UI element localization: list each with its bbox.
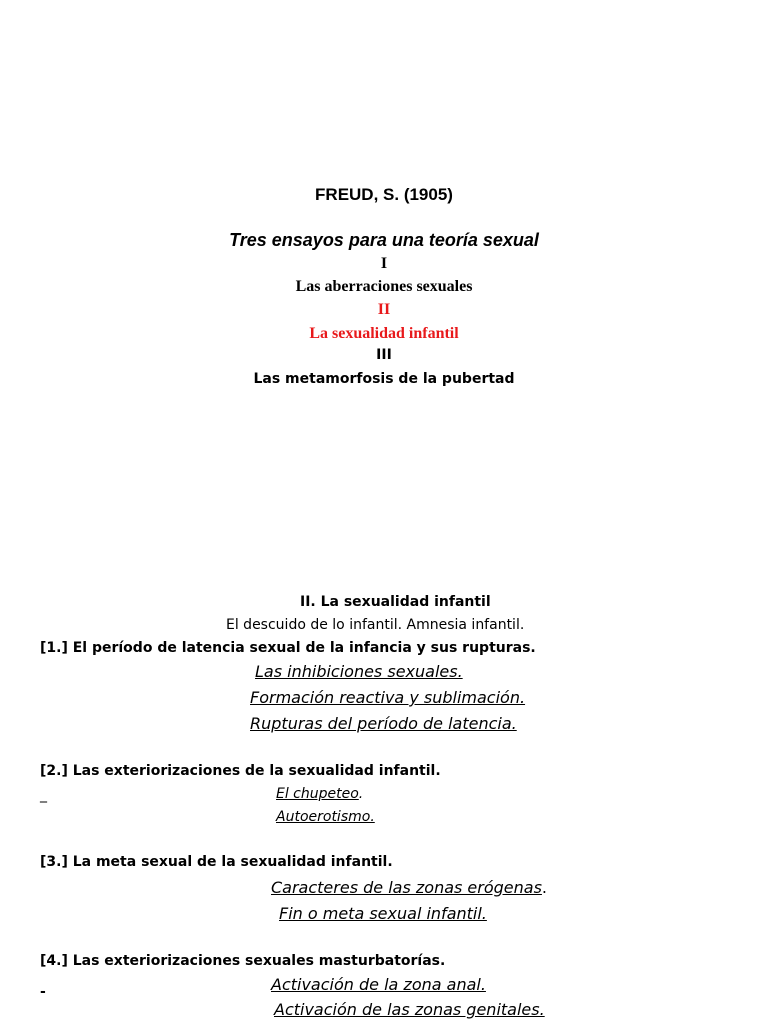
essay-2-number: II — [377, 301, 391, 318]
essay-2-title: La sexualidad infantil — [309, 325, 459, 342]
section-4-marker: - — [40, 984, 46, 1000]
section-4-item-1: Activación de la zona anal. — [271, 975, 486, 994]
book-title: Tres ensayos para una teoría sexual — [229, 230, 539, 250]
essay-3-title: Las metamorfosis de la pubertad — [253, 371, 515, 387]
contents-heading: II. La sexualidad infantil — [300, 594, 491, 610]
section-1-title: [1.] El período de latencia sexual de la infancia y sus rupturas. — [40, 640, 536, 656]
contents-subheading: El descuido de lo infantil. Amnesia infantil. — [226, 617, 525, 633]
section-1-item-1: Las inhibiciones sexuales. — [255, 662, 463, 681]
section-2-item-1-text: El chupeteo — [276, 786, 359, 802]
essay-1-title: Las aberraciones sexuales — [295, 278, 473, 295]
section-4-item-2: Activación de las zonas genitales. — [274, 1000, 545, 1019]
essay-1-number: I — [380, 255, 388, 272]
section-2-item-2: Autoerotismo. — [276, 809, 375, 825]
section-3-item-1-suffix: . — [541, 878, 548, 897]
section-1-item-2: Formación reactiva y sublimación. — [250, 688, 526, 707]
author-line: FREUD, S. (1905) — [315, 185, 453, 204]
section-4-title: [4.] Las exteriorizaciones sexuales masturbatorías. — [40, 953, 446, 969]
section-3-title: [3.] La meta sexual de la sexualidad infantil. — [40, 854, 393, 870]
section-3-item-1-text: Caracteres de las zonas erógenas — [271, 878, 542, 897]
section-2-item-1 — [276, 786, 363, 802]
essay-3-number: III — [376, 347, 392, 363]
section-2-title: [2.] Las exteriorizaciones de la sexualidad infantil. — [40, 763, 441, 779]
section-3-item-1 — [271, 878, 547, 897]
section-1-item-3: Rupturas del período de latencia. — [250, 714, 517, 733]
section-3-item-2: Fin o meta sexual infantil. — [279, 904, 487, 923]
section-2-marker: _ — [40, 787, 47, 803]
section-2-item-1-suffix: . — [358, 786, 364, 802]
